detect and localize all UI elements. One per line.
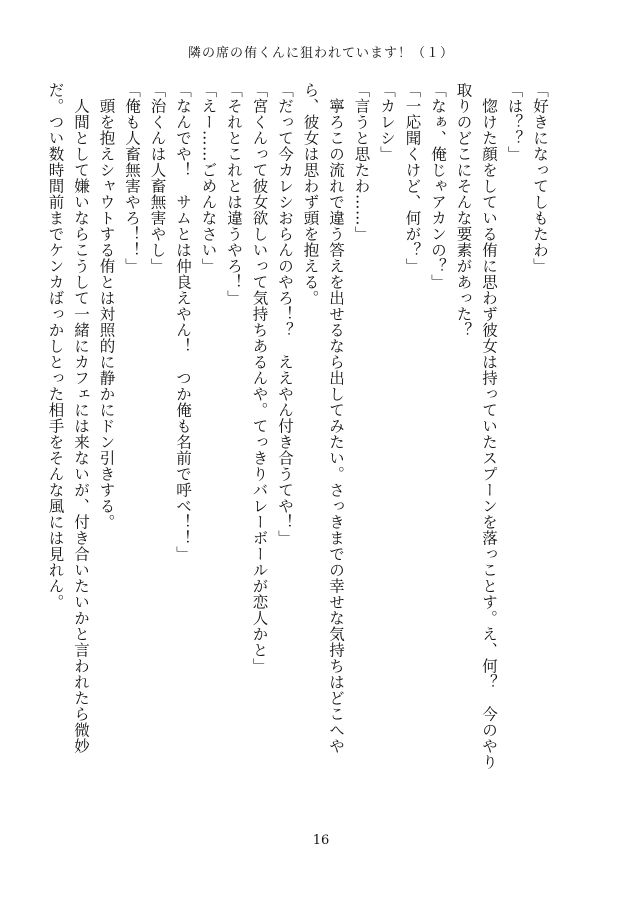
text-line: 「だって今カレシおらんのやろ！？ ええやん付き合うてや！」 <box>276 82 294 546</box>
text-line: 「治くんは人畜無害やし」 <box>148 82 167 274</box>
text-line: 人間として嫌いならこうして一緒にカフェには来ないが、付き合いたいかと言われたら微妙だ。つい数時間前までケンカばっかしとった相手をそんな風には見れん。 <box>46 82 90 754</box>
body-text <box>46 82 552 782</box>
text-line: 「一応聞くけど、何が？」 <box>403 82 422 274</box>
text-line: 「は？？」 <box>505 82 524 162</box>
text-line: 惚けた顔をしている侑に思わず彼女は持っていたスプーンを落っことす。え、何？ 今のやり取りのどこにそんな要素があった？ <box>454 82 498 770</box>
text-line: 「えー……ごめんなさい」 <box>199 82 218 274</box>
text-line: 「宮くんって彼女欲しいって気持ちあるんや。てっきりバレーボールが恋人かと」 <box>250 82 269 674</box>
text-line: 「なぁ、俺じゃアカンの？」 <box>429 82 447 290</box>
running-title: 隣の席の侑くんに狙われています！（１） <box>187 46 454 61</box>
text-line: 「カレシ」 <box>378 82 396 162</box>
text-line: 「なんでや！ サムとは仲良えやん！ つか俺も名前で呼べ！！」 <box>174 82 192 562</box>
page-number: 16 <box>312 833 330 848</box>
text-line: 「それとこれとは違うやろ！」 <box>225 82 243 306</box>
text-line: 頭を抱えシャウトする侑とは対照的に静かにドン引きする。 <box>97 82 116 530</box>
text-line: 「俺も人畜無害やろ！！」 <box>123 82 141 274</box>
text-line: 「好きになってしもたわ」 <box>531 82 549 274</box>
text-line: 「言うと思たわ……」 <box>352 82 371 242</box>
text-line: 寧ろこの流れで違う答えを出せるなら出してみたい。さっきまでの幸せな気持ちはどこへやら、彼女は思わず頭を抱える。 <box>301 82 345 754</box>
